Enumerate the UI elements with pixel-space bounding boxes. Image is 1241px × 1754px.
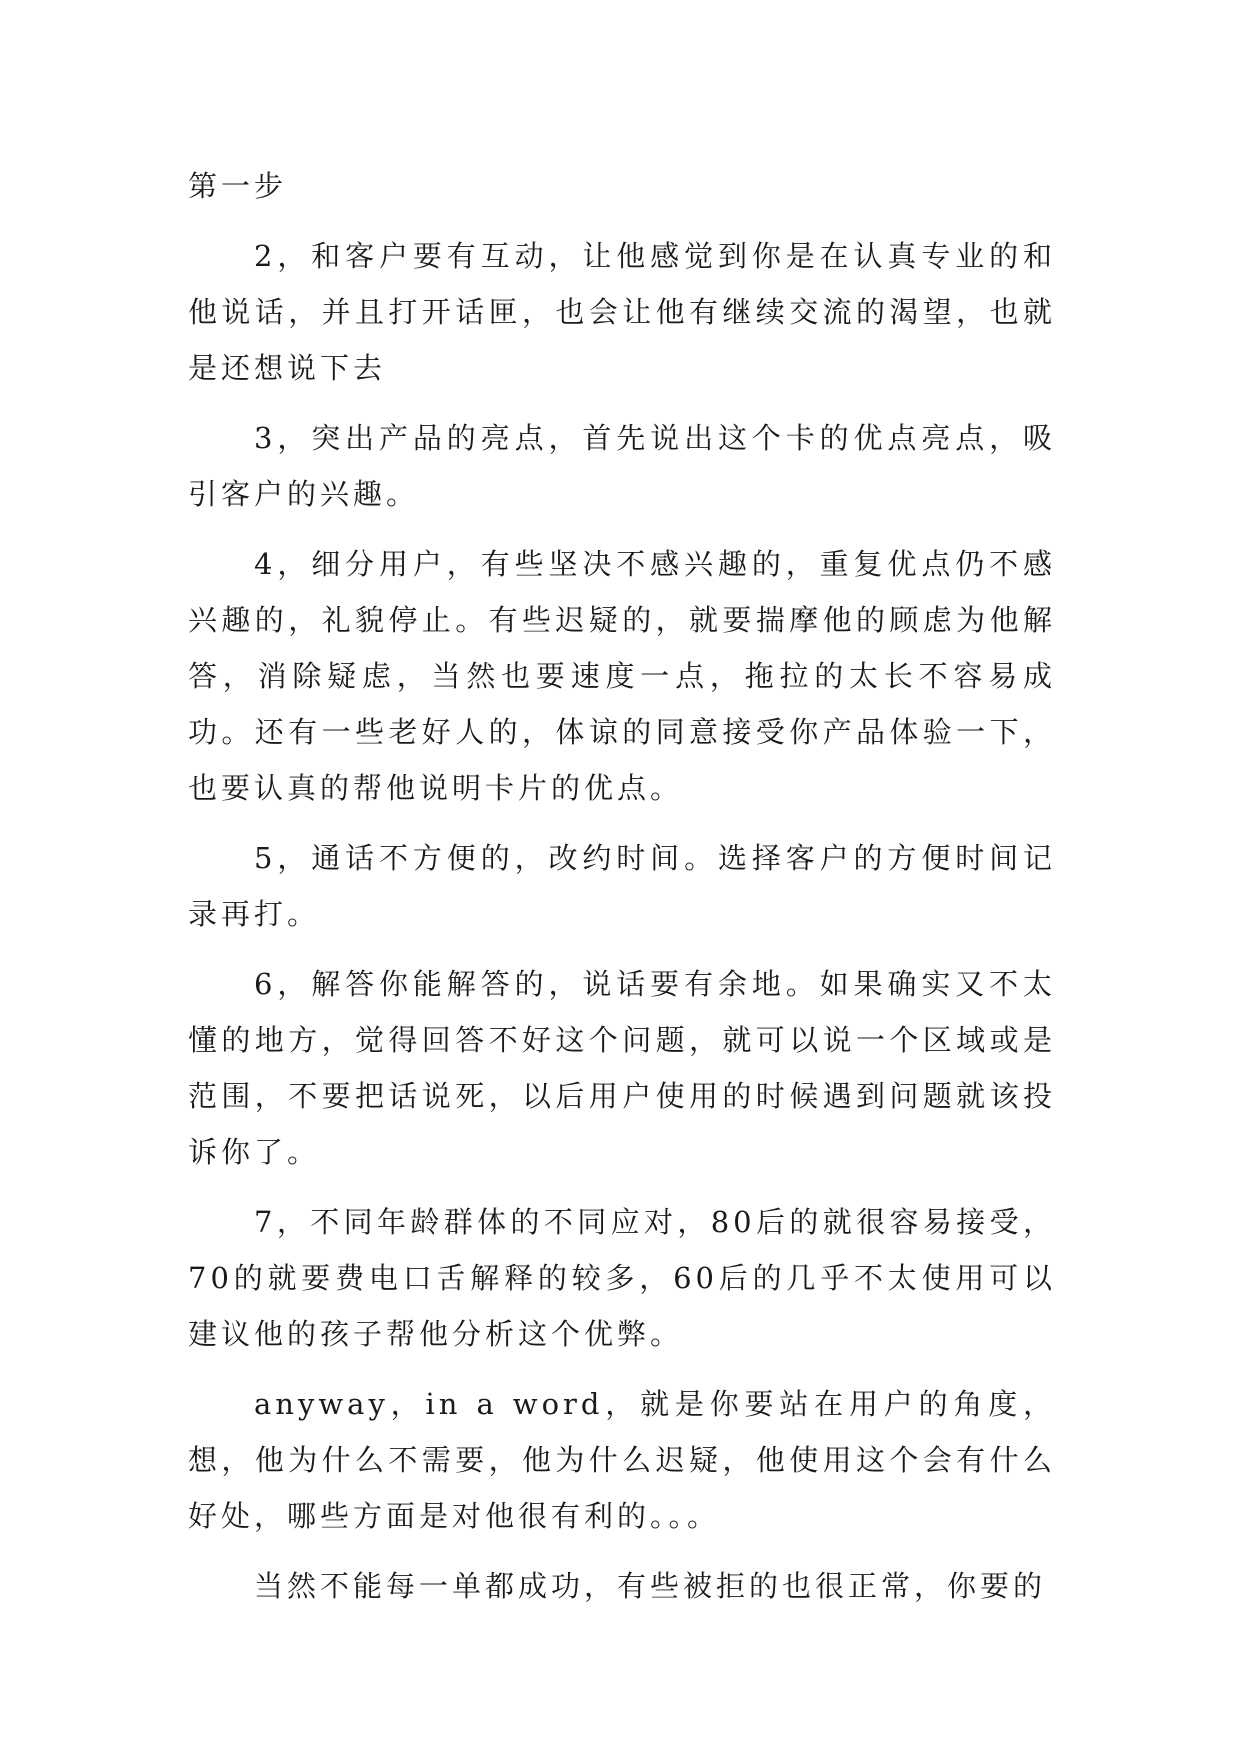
paragraph-anyway: anyway，in a word，就是你要站在用户的角度，想，他为什么不需要，他为什么迟疑，他使用这个会有什么好处，哪些方面是对他很有利的。。。	[188, 1387, 1056, 1533]
paragraph-closing: 当然不能每一单都成功，有些被拒的也很正常，你要的	[254, 1569, 1047, 1603]
paragraph-7: 7，不同年龄群体的不同应对，80后的就很容易接受，70的就要费电口舌解释的较多，60后的几乎不太使用可以建议他的孩子帮他分析这个优弊。	[188, 1205, 1056, 1351]
paragraph-4: 4，细分用户，有些坚决不感兴趣的，重复优点仍不感兴趣的，礼貌停止。有些迟疑的，就要揣摩他的顾虑为他解答，消除疑虑，当然也要速度一点，拖拉的太长不容易成功。还有一些老好人的，体谅的同意接受你产品体验一下，也要认真的帮他说明卡片的优点。	[188, 547, 1056, 805]
document-body	[188, 158, 1056, 1614]
paragraph-5: 5，通话不方便的，改约时间。选择客户的方便时间记录再打。	[188, 841, 1056, 931]
paragraph-6: 6，解答你能解答的，说话要有余地。如果确实又不太懂的地方，觉得回答不好这个问题，就可以说一个区域或是范围，不要把话说死，以后用户使用的时候遇到问题就该投诉你了。	[188, 967, 1056, 1169]
paragraph-2: 2，和客户要有互动，让他感觉到你是在认真专业的和他说话，并且打开话匣，也会让他有继续交流的渴望，也就是还想说下去	[188, 239, 1056, 385]
heading-step-one: 第一步	[188, 169, 288, 203]
paragraph-3: 3，突出产品的亮点，首先说出这个卡的优点亮点，吸引客户的兴趣。	[188, 421, 1056, 511]
